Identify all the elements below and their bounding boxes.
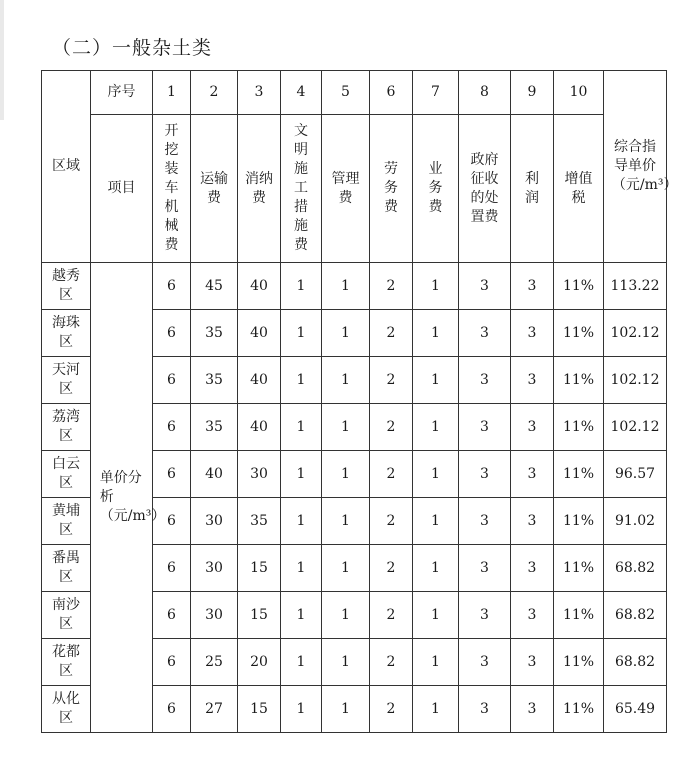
value-cell: 15 — [238, 686, 281, 733]
value-cell: 35 — [238, 498, 281, 545]
value-cell: 1 — [281, 545, 322, 592]
value-cell: 3 — [511, 310, 554, 357]
value-cell: 1 — [413, 310, 459, 357]
col-name: 增值税 — [554, 115, 604, 263]
value-cell: 27 — [191, 686, 238, 733]
value-cell: 11% — [554, 451, 604, 498]
value-cell: 3 — [511, 639, 554, 686]
value-cell: 11% — [554, 310, 604, 357]
region-cell: 越秀区 — [42, 263, 91, 310]
value-cell: 2 — [370, 310, 413, 357]
value-cell: 2 — [370, 592, 413, 639]
value-cell: 1 — [322, 592, 370, 639]
value-cell: 3 — [511, 592, 554, 639]
value-cell: 6 — [153, 263, 191, 310]
value-cell: 6 — [153, 310, 191, 357]
value-cell: 11% — [554, 639, 604, 686]
value-cell: 6 — [153, 545, 191, 592]
composite-price-cell: 96.57 — [604, 451, 667, 498]
value-cell: 1 — [281, 451, 322, 498]
col-number: 2 — [191, 71, 238, 115]
value-cell: 1 — [281, 639, 322, 686]
value-cell: 20 — [238, 639, 281, 686]
col-name: 文明施工措施费 — [281, 115, 322, 263]
value-cell: 35 — [191, 310, 238, 357]
value-cell: 3 — [459, 639, 511, 686]
composite-price-cell: 102.12 — [604, 357, 667, 404]
value-cell: 40 — [238, 404, 281, 451]
value-cell: 1 — [413, 404, 459, 451]
composite-price-cell: 113.22 — [604, 263, 667, 310]
composite-price-cell: 102.12 — [604, 404, 667, 451]
value-cell: 3 — [511, 357, 554, 404]
region-cell: 天河区 — [42, 357, 91, 404]
value-cell: 11% — [554, 592, 604, 639]
value-cell: 1 — [322, 686, 370, 733]
col-number: 3 — [238, 71, 281, 115]
value-cell: 2 — [370, 357, 413, 404]
value-cell: 3 — [511, 404, 554, 451]
value-cell: 1 — [322, 498, 370, 545]
value-cell: 1 — [413, 357, 459, 404]
col-number: 1 — [153, 71, 191, 115]
col-number: 7 — [413, 71, 459, 115]
col-number: 5 — [322, 71, 370, 115]
value-cell: 1 — [322, 404, 370, 451]
value-cell: 40 — [191, 451, 238, 498]
value-cell: 3 — [459, 357, 511, 404]
value-cell: 3 — [459, 263, 511, 310]
value-cell: 11% — [554, 686, 604, 733]
value-cell: 6 — [153, 498, 191, 545]
value-cell: 40 — [238, 310, 281, 357]
value-cell: 45 — [191, 263, 238, 310]
col-name: 劳务费 — [370, 115, 413, 263]
value-cell: 6 — [153, 592, 191, 639]
value-cell: 1 — [413, 263, 459, 310]
col-name: 运输费 — [191, 115, 238, 263]
value-cell: 25 — [191, 639, 238, 686]
value-cell: 1 — [281, 498, 322, 545]
value-cell: 2 — [370, 686, 413, 733]
value-cell: 11% — [554, 404, 604, 451]
value-cell: 30 — [191, 545, 238, 592]
header-row-names — [42, 115, 667, 263]
section-heading: （二）一般杂土类 — [52, 37, 213, 59]
value-cell: 1 — [413, 498, 459, 545]
value-cell: 3 — [459, 686, 511, 733]
table-row — [42, 263, 667, 310]
region-cell: 黄埔区 — [42, 498, 91, 545]
item-header: 项目 — [91, 115, 153, 263]
col-number: 9 — [511, 71, 554, 115]
value-cell: 15 — [238, 545, 281, 592]
value-cell: 6 — [153, 357, 191, 404]
composite-price-header: 综合指导单价（元/m³） — [604, 71, 667, 263]
value-cell: 6 — [153, 639, 191, 686]
col-number: 10 — [554, 71, 604, 115]
composite-price-cell: 68.82 — [604, 545, 667, 592]
region-cell: 白云区 — [42, 451, 91, 498]
value-cell: 11% — [554, 263, 604, 310]
col-name: 消纳费 — [238, 115, 281, 263]
value-cell: 11% — [554, 545, 604, 592]
composite-price-cell: 91.02 — [604, 498, 667, 545]
value-cell: 1 — [281, 357, 322, 404]
value-cell: 3 — [511, 498, 554, 545]
value-cell: 2 — [370, 498, 413, 545]
page-edge-shadow — [0, 0, 4, 120]
unit-analysis-label: 单价分析（元/m³） — [91, 263, 153, 733]
col-number: 4 — [281, 71, 322, 115]
col-name: 管理费 — [322, 115, 370, 263]
col-name: 业务费 — [413, 115, 459, 263]
value-cell: 2 — [370, 263, 413, 310]
value-cell: 1 — [413, 545, 459, 592]
value-cell: 6 — [153, 686, 191, 733]
value-cell: 1 — [413, 451, 459, 498]
value-cell: 30 — [238, 451, 281, 498]
value-cell: 40 — [238, 263, 281, 310]
value-cell: 1 — [413, 686, 459, 733]
value-cell: 30 — [191, 498, 238, 545]
value-cell: 2 — [370, 451, 413, 498]
value-cell: 3 — [459, 545, 511, 592]
value-cell: 35 — [191, 357, 238, 404]
value-cell: 1 — [322, 357, 370, 404]
value-cell: 3 — [459, 404, 511, 451]
col-number: 8 — [459, 71, 511, 115]
value-cell: 1 — [413, 639, 459, 686]
value-cell: 1 — [281, 310, 322, 357]
composite-price-cell: 68.82 — [604, 639, 667, 686]
col-name: 政府征收的处置费 — [459, 115, 511, 263]
composite-price-cell: 102.12 — [604, 310, 667, 357]
value-cell: 1 — [322, 310, 370, 357]
value-cell: 1 — [322, 451, 370, 498]
seq-header: 序号 — [91, 71, 153, 115]
value-cell: 1 — [413, 592, 459, 639]
region-header: 区域 — [42, 71, 91, 263]
value-cell: 2 — [370, 404, 413, 451]
region-cell: 南沙区 — [42, 592, 91, 639]
value-cell: 11% — [554, 498, 604, 545]
composite-price-cell: 65.49 — [604, 686, 667, 733]
value-cell: 1 — [322, 639, 370, 686]
value-cell: 6 — [153, 404, 191, 451]
value-cell: 15 — [238, 592, 281, 639]
value-cell: 40 — [238, 357, 281, 404]
col-name: 利润 — [511, 115, 554, 263]
col-number: 6 — [370, 71, 413, 115]
value-cell: 3 — [459, 592, 511, 639]
value-cell: 1 — [281, 592, 322, 639]
value-cell: 35 — [191, 404, 238, 451]
price-table — [41, 70, 678, 733]
value-cell: 3 — [511, 545, 554, 592]
value-cell: 1 — [281, 263, 322, 310]
region-cell: 番禺区 — [42, 545, 91, 592]
region-cell: 从化区 — [42, 686, 91, 733]
value-cell: 30 — [191, 592, 238, 639]
value-cell: 1 — [322, 545, 370, 592]
col-name: 开挖装车机械费 — [153, 115, 191, 263]
value-cell: 1 — [281, 404, 322, 451]
region-cell: 荔湾区 — [42, 404, 91, 451]
value-cell: 1 — [322, 263, 370, 310]
region-cell: 海珠区 — [42, 310, 91, 357]
value-cell: 6 — [153, 451, 191, 498]
header-row-numbers — [42, 71, 667, 115]
value-cell: 1 — [281, 686, 322, 733]
value-cell: 2 — [370, 639, 413, 686]
composite-price-cell: 68.82 — [604, 592, 667, 639]
value-cell: 3 — [511, 263, 554, 310]
value-cell: 3 — [511, 451, 554, 498]
value-cell: 2 — [370, 545, 413, 592]
value-cell: 3 — [459, 451, 511, 498]
value-cell: 3 — [459, 310, 511, 357]
value-cell: 3 — [511, 686, 554, 733]
region-cell: 花都区 — [42, 639, 91, 686]
value-cell: 3 — [459, 498, 511, 545]
value-cell: 11% — [554, 357, 604, 404]
